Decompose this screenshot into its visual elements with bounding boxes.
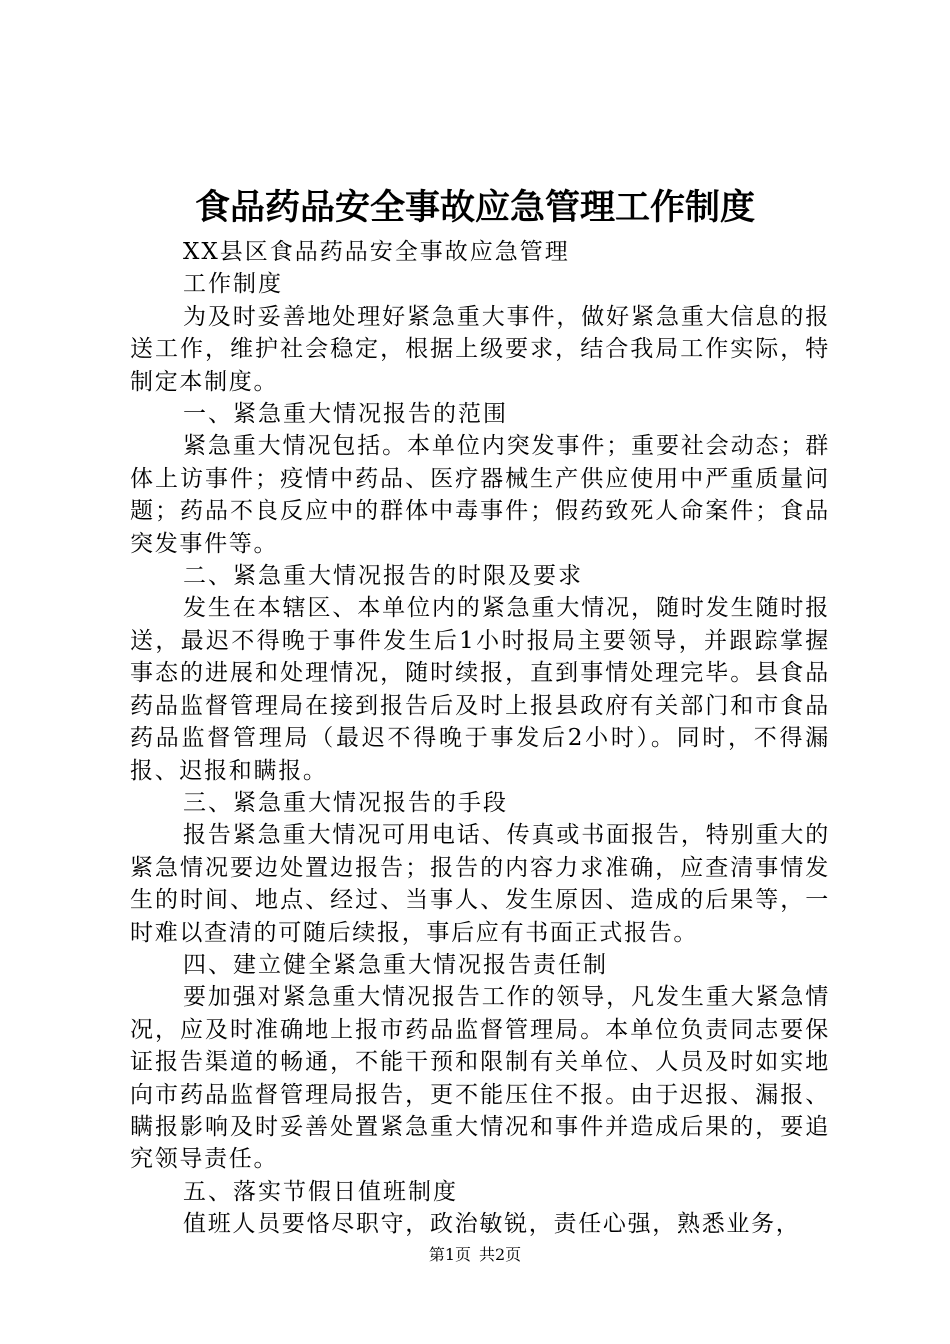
section-paragraph-2: 发生在本辖区、本单位内的紧急重大情况，随时发生随时报送，最迟不得晚于事件发生后1小时报局主要领导，并跟踪掌握事态的进展和处理情况，随时续报，直到事情处理完毕。县食品药品监督管理局在接到报告后及时上报县政府有关部门和市食品药品监督管理局（最迟不得晚于事发后2小时）。同时，不得漏报、迟报和瞒报。 [130,595,830,784]
page-number-total: 共2页 [479,1245,522,1264]
section-paragraph-5: 值班人员要恪尽职守，政治敏锐，责任心强，熟悉业务， [183,1211,801,1238]
section-heading-2: 二、紧急重大情况报告的时限及要求 [183,563,583,590]
subtitle-line-1: XX县区食品药品安全事故应急管理 [183,239,570,265]
section-paragraph-3: 报告紧急重大情况可用电话、传真或书面报告，特别重大的紧急情况要边处置边报告；报告的内容力求准确，应查清事情发生的时间、地点、经过、当事人、发生原因、造成的后果等，一时难以查清的可随后续报，事后应有书面正式报告。 [130,822,830,946]
intro-paragraph: 为及时妥善地处理好紧急重大事件，做好紧急重大信息的报送工作，维护社会稳定，根据上级要求，结合我局工作实际，特制定本制度。 [130,303,830,395]
section-paragraph-1: 紧急重大情况包括。本单位内突发事件；重要社会动态；群体上访事件；疫情中药品、医疗器械生产供应使用中严重质量问题；药品不良反应中的群体中毒事件；假药致死人命案件；食品突发事件等。 [130,433,830,557]
page-footer [0,1244,950,1266]
section-paragraph-4: 要加强对紧急重大情况报告工作的领导，凡发生重大紧急情况，应及时准确地上报市药品监督管理局。本单位负责同志要保证报告渠道的畅通，不能干预和限制有关单位、人员及时如实地向市药品监督管理局报告，更不能压住不报。由于迟报、漏报、瞒报影响及时妥善处置紧急重大情况和事件并造成后果的，要追究领导责任。 [130,984,830,1173]
section-heading-3: 三、紧急重大情况报告的手段 [183,789,508,816]
section-heading-5: 五、落实节假日值班制度 [183,1178,458,1205]
section-heading-1: 一、紧急重大情况报告的范围 [183,401,508,428]
page-number-current: 第1页 [428,1245,471,1264]
section-heading-4: 四、建立健全紧急重大情况报告责任制 [183,951,608,978]
document-title: 食品药品安全事故应急管理工作制度 [194,187,755,228]
document-body [130,236,830,1241]
subtitle-line-2: 工作制度 [183,271,283,298]
